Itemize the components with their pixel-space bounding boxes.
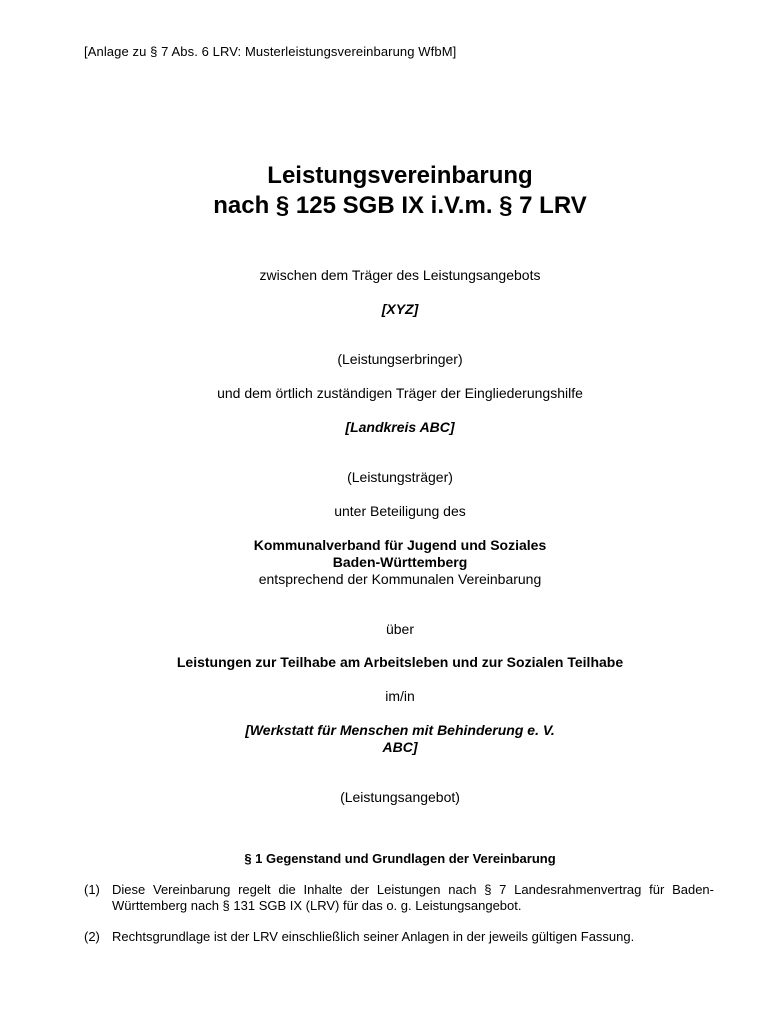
paragraph-1	[84, 882, 714, 914]
header-note: [Anlage zu § 7 Abs. 6 LRV: Musterleistungsvereinbarung WfbM]	[84, 44, 457, 59]
workshop-line-2: ABC]	[382, 739, 418, 755]
carrier-name: [Landkreis ABC]	[345, 419, 455, 435]
offer-role: (Leistungsangebot)	[340, 789, 460, 805]
provider-role: (Leistungserbringer)	[337, 351, 463, 367]
in-text: im/in	[385, 688, 415, 704]
kvjs-line-1: Kommunalverband für Jugend und Soziales	[253, 537, 547, 553]
section-1-heading: § 1 Gegenstand und Grundlagen der Vereinbarung	[244, 851, 556, 866]
kvjs-block	[0, 537, 770, 588]
about-text: über	[385, 621, 415, 637]
paragraph-number: (2)	[84, 929, 100, 944]
and-local-text: und dem örtlich zuständigen Träger der Eingliederungshilfe	[217, 385, 583, 401]
document-title	[0, 161, 770, 221]
kvjs-line-2: Baden-Württemberg	[332, 554, 468, 570]
participation-text: unter Beteiligung des	[334, 503, 466, 519]
workshop-block	[0, 722, 770, 756]
kvjs-line-3: entsprechend der Kommunalen Vereinbarung	[258, 571, 542, 587]
paragraph-text: Rechtsgrundlage ist der LRV einschließlich seiner Anlagen in der jeweils gültigen Fassung.	[112, 929, 635, 944]
paragraph-number: (1)	[84, 882, 100, 897]
services-text: Leistungen zur Teilhabe am Arbeitsleben und zur Sozialen Teilhabe	[176, 654, 624, 670]
title-line-2: nach § 125 SGB IX i.V.m. § 7 LRV	[213, 192, 587, 219]
provider-name: [XYZ]	[381, 301, 419, 317]
workshop-line-1: [Werkstatt für Menschen mit Behinderung e. V.	[245, 722, 555, 738]
carrier-role: (Leistungsträger)	[347, 469, 453, 485]
paragraph-text: Diese Vereinbarung regelt die Inhalte der Leistungen nach § 7 Landesrahmenvertrag für Baden-Württemberg nach § 131 SGB IX (LRV) für das o. g. Leistungsangebot.	[112, 882, 714, 913]
paragraph-2	[84, 929, 714, 945]
title-line-1: Leistungsvereinbarung	[267, 162, 533, 189]
between-text: zwischen dem Träger des Leistungsangebots	[259, 267, 541, 283]
